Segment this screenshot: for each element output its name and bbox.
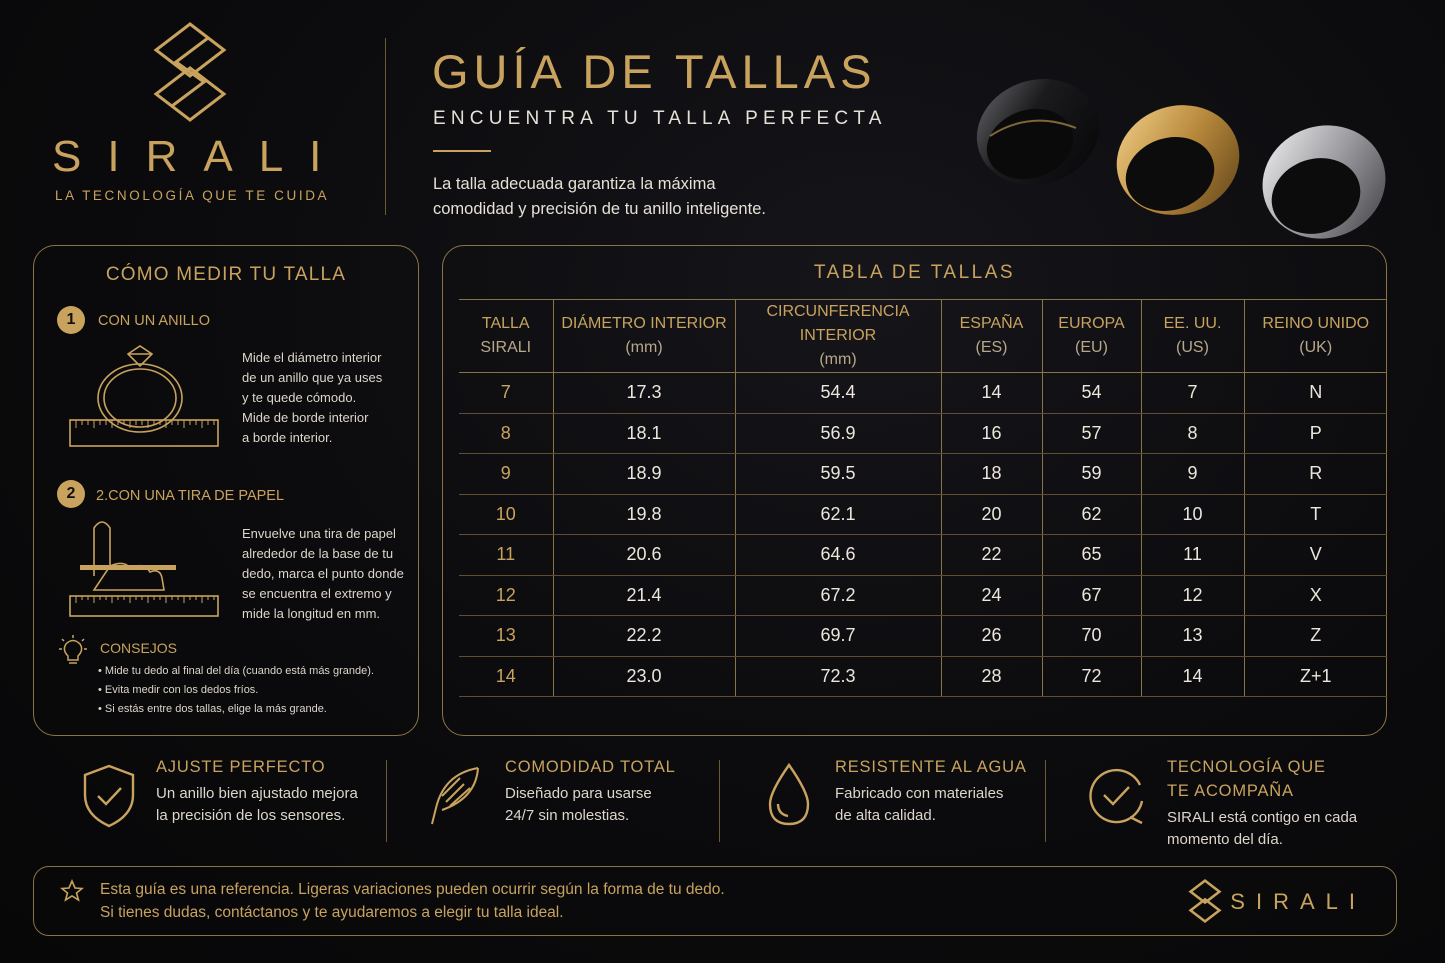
table-cell: 67 xyxy=(1042,575,1141,616)
table-cell: 23.0 xyxy=(553,656,735,697)
size-cell: 8 xyxy=(459,413,553,454)
table-cell: Z+1 xyxy=(1244,656,1387,697)
table-cell: 22 xyxy=(941,535,1042,576)
column-header: REINO UNIDO (UK) xyxy=(1244,300,1387,373)
table-cell: 14 xyxy=(1141,656,1244,697)
step-2-title: 2.CON UNA TIRA DE PAPEL xyxy=(96,488,285,504)
table-cell: 24 xyxy=(941,575,1042,616)
intro-line: comodidad y precisión de tu anillo inteligente. xyxy=(433,200,766,218)
table-cell: 22.2 xyxy=(553,616,735,657)
sirali-small-logo-icon xyxy=(1188,878,1222,924)
shield-check-icon xyxy=(80,763,138,829)
brand-name: SIRALI xyxy=(52,132,348,181)
sirali-logo-icon xyxy=(150,20,230,124)
table-cell: 54 xyxy=(1042,373,1141,414)
table-cell: 11 xyxy=(1141,535,1244,576)
table-row xyxy=(459,494,1387,535)
column-header: DIÁMETRO INTERIOR (mm) xyxy=(553,300,735,373)
tip-item: • Evita medir con los dedos fríos. xyxy=(98,684,259,696)
table-cell: 72 xyxy=(1042,656,1141,697)
step-1-number: 1 xyxy=(57,306,85,334)
footer-note xyxy=(33,866,1397,936)
brand-tagline: LA TECNOLOGÍA QUE TE CUIDA xyxy=(55,188,330,203)
title-rule xyxy=(433,150,491,152)
table-cell: 8 xyxy=(1141,413,1244,454)
size-cell: 10 xyxy=(459,494,553,535)
footer-brand-name: SIRALI xyxy=(1230,889,1366,914)
smart-rings-image xyxy=(960,40,1430,270)
tip-item: • Mide tu dedo al final del día (cuando está más grande). xyxy=(98,665,374,677)
table-cell: 17.3 xyxy=(553,373,735,414)
column-header: EUROPA (EU) xyxy=(1042,300,1141,373)
table-row xyxy=(459,656,1387,697)
size-cell: 14 xyxy=(459,656,553,697)
table-cell: 67.2 xyxy=(735,575,941,616)
table-row xyxy=(459,575,1387,616)
size-table xyxy=(459,299,1387,697)
measure-title: CÓMO MEDIR TU TALLA xyxy=(105,264,347,285)
lightbulb-icon xyxy=(56,634,90,668)
table-cell: 59 xyxy=(1042,454,1141,495)
tips-list xyxy=(98,662,374,719)
feature-water-resistant: RESISTENTE AL AGUA Fabricado con materiales de alta calidad. xyxy=(835,758,1027,824)
column-header: EE. UU. (US) xyxy=(1141,300,1244,373)
table-cell: 57 xyxy=(1042,413,1141,454)
table-cell: V xyxy=(1244,535,1387,576)
table-cell: 62.1 xyxy=(735,494,941,535)
table-cell: 26 xyxy=(941,616,1042,657)
table-cell: 62 xyxy=(1042,494,1141,535)
step-1-title: CON UN ANILLO xyxy=(98,313,210,329)
feature-total-comfort: COMODIDAD TOTAL Diseñado para usarse 24/7 sin molestias. xyxy=(505,758,676,824)
table-cell: 59.5 xyxy=(735,454,941,495)
column-header: TALLA SIRALI xyxy=(480,315,532,356)
column-header: ESPAÑA (ES) xyxy=(941,300,1042,373)
header-divider xyxy=(385,38,386,215)
ring-gold xyxy=(1102,89,1253,230)
step-2-number: 2 xyxy=(57,480,85,508)
ring-measure-icon xyxy=(68,342,220,450)
table-cell: 18 xyxy=(941,454,1042,495)
intro-text xyxy=(433,172,853,222)
table-cell: T xyxy=(1244,494,1387,535)
table-cell: 65 xyxy=(1042,535,1141,576)
size-table-panel xyxy=(442,245,1387,736)
table-cell: 21.4 xyxy=(553,575,735,616)
how-to-measure-panel xyxy=(33,245,419,736)
size-cell: 9 xyxy=(459,454,553,495)
table-body xyxy=(459,373,1387,697)
table-cell: 20.6 xyxy=(553,535,735,576)
table-cell: N xyxy=(1244,373,1387,414)
table-cell: 56.9 xyxy=(735,413,941,454)
table-cell: 69.7 xyxy=(735,616,941,657)
table-cell: 7 xyxy=(1141,373,1244,414)
table-row xyxy=(459,413,1387,454)
table-cell: 54.4 xyxy=(735,373,941,414)
table-cell: 16 xyxy=(941,413,1042,454)
table-cell: 19.8 xyxy=(553,494,735,535)
table-cell: 28 xyxy=(941,656,1042,697)
table-cell: 13 xyxy=(1141,616,1244,657)
table-row xyxy=(459,616,1387,657)
size-cell: 13 xyxy=(459,616,553,657)
table-cell: 64.6 xyxy=(735,535,941,576)
star-icon xyxy=(60,879,84,903)
table-cell: X xyxy=(1244,575,1387,616)
ring-black xyxy=(963,63,1113,200)
table-cell: 18.1 xyxy=(553,413,735,454)
table-cell: 18.9 xyxy=(553,454,735,495)
page-title: GUÍA DE TALLAS xyxy=(432,45,877,98)
table-title: TABLA DE TALLAS xyxy=(813,262,1016,283)
table-header-row xyxy=(459,300,1387,373)
table-cell: 20 xyxy=(941,494,1042,535)
table-cell: 12 xyxy=(1141,575,1244,616)
page-subtitle: ENCUENTRA TU TALLA PERFECTA xyxy=(433,108,887,129)
table-row xyxy=(459,454,1387,495)
intro-line: La talla adecuada garantiza la máxima xyxy=(433,175,716,193)
table-cell: 9 xyxy=(1141,454,1244,495)
footer-text: Esta guía es una referencia. Ligeras variaciones pueden ocurrir según la forma de tu dedo. Si tienes dudas, contáctanos y te ayudaremos a elegir tu talla ideal. xyxy=(100,881,725,921)
ring-silver xyxy=(1248,110,1401,255)
size-cell: 12 xyxy=(459,575,553,616)
table-cell: 10 xyxy=(1141,494,1244,535)
step-2-text: Envuelve una tira de papel alrededor de la base de tu dedo, marca el punto donde se encuentra el extremo y mide la longitud en mm. xyxy=(242,526,404,621)
feature-divider xyxy=(1045,760,1046,842)
table-row xyxy=(459,373,1387,414)
water-drop-icon xyxy=(764,762,814,828)
feature-technology: TECNOLOGÍA QUE TE ACOMPAÑA SIRALI está contigo en cada momento del día. xyxy=(1167,758,1358,848)
step-1-text: Mide el diámetro interior de un anillo que ya uses y te quede cómodo. Mide de borde interior a borde interior. xyxy=(242,350,383,445)
feature-perfect-fit: AJUSTE PERFECTO Un anillo bien ajustado mejora la precisión de los sensores. xyxy=(156,758,358,824)
table-cell: 14 xyxy=(941,373,1042,414)
table-row xyxy=(459,535,1387,576)
feature-divider xyxy=(719,760,720,842)
column-header: CIRCUNFERENCIA INTERIOR (mm) xyxy=(735,300,941,373)
tips-title: CONSEJOS xyxy=(100,640,178,656)
size-cell: 11 xyxy=(459,535,553,576)
table-cell: R xyxy=(1244,454,1387,495)
tip-item: • Si estás entre dos tallas, elige la más grande. xyxy=(98,703,327,715)
size-cell: 7 xyxy=(459,373,553,414)
check-circle-icon xyxy=(1086,765,1148,827)
table-cell: 70 xyxy=(1042,616,1141,657)
feature-divider xyxy=(386,760,387,842)
table-cell: 72.3 xyxy=(735,656,941,697)
paper-strip-measure-icon xyxy=(68,516,220,620)
feather-icon xyxy=(424,764,484,828)
table-cell: Z xyxy=(1244,616,1387,657)
table-cell: P xyxy=(1244,413,1387,454)
